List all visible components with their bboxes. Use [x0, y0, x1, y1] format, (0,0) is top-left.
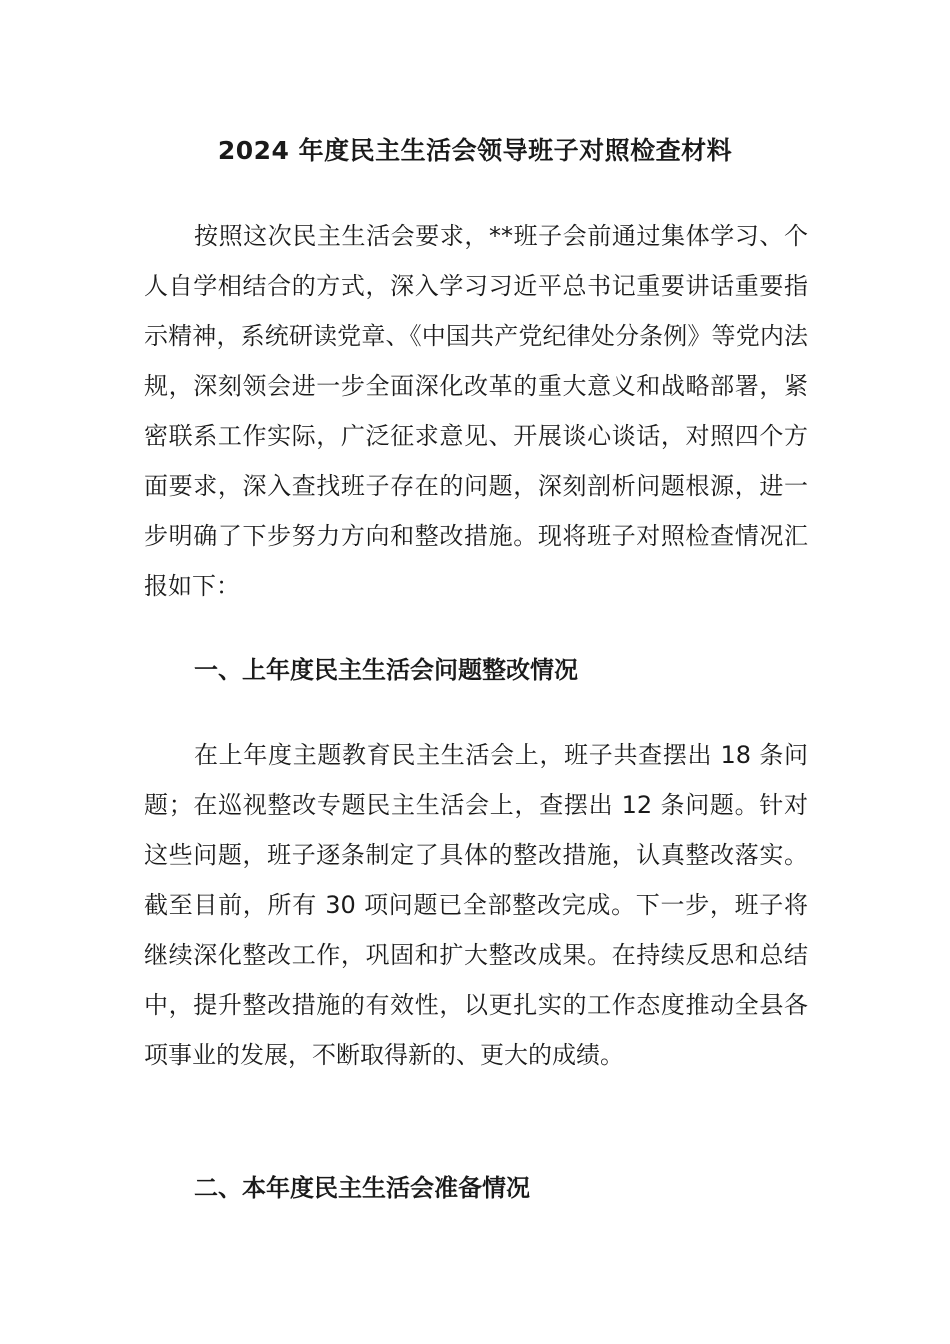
- document-title: 2024 年度民主生活会领导班子对照检查材料: [217, 136, 733, 165]
- section-heading-1: 一、上年度民主生活会问题整改情况: [194, 656, 578, 684]
- intro-paragraph: 按照这次民主生活会要求，**班子会前通过集体学习、个人自学相结合的方式，深入学习习近平总书记重要讲话重要指示精神，系统研读党章、《中国共产党纪律处分条例》等党内法规，深刻领会进一步全面深化改革的重大意义和战略部署，紧密联系工作实际，广泛征求意见、开展谈心谈话，对照四个方面要求，深入查找班子存在的问题，深刻剖析问题根源，进一步明确了下步努力方向和整改措施。现将班子对照检查情况汇报如下：: [144, 222, 808, 600]
- section-1-paragraph: 在上年度主题教育民主生活会上，班子共查摆出 18 条问题；在巡视整改专题民主生活会上，查摆出 12 条问题。针对这些问题，班子逐条制定了具体的整改措施，认真整改落实。截至目前，所有 30 项问题已全部整改完成。下一步，班子将继续深化整改工作，巩固和扩大整改成果。在持续反思和总结中，提升整改措施的有效性，以更扎实的工作态度推动全县各项事业的发展，不断取得新的、更大的成绩。: [144, 741, 808, 1069]
- section-heading-2: 二、本年度民主生活会准备情况: [194, 1174, 530, 1202]
